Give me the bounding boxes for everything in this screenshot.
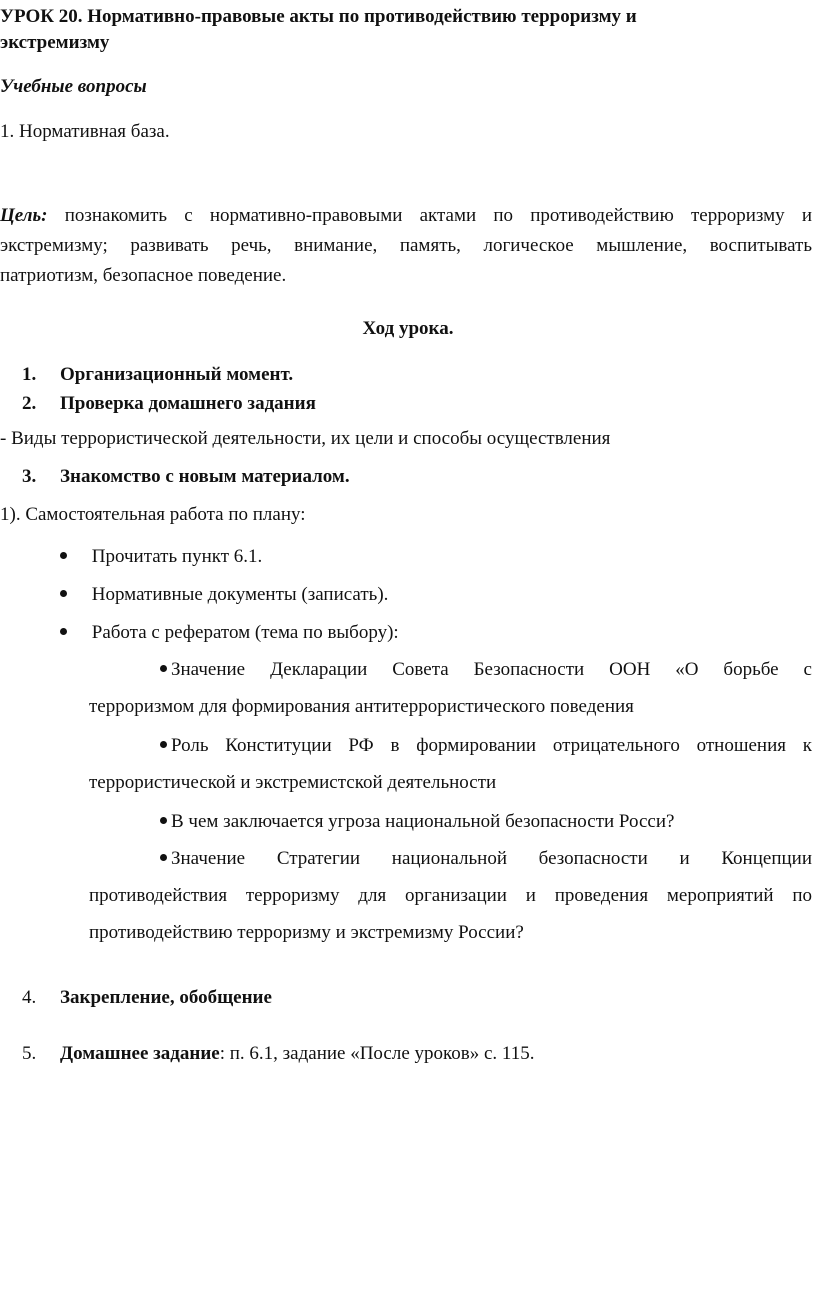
step-5-label: Домашнее задание (60, 1043, 220, 1064)
topic-3-line-1 (160, 811, 674, 833)
title-line-2: экстремизму (0, 32, 110, 53)
bullet-icon (160, 741, 167, 748)
step-2 (22, 393, 316, 415)
title-line-1: УРОК 20. Нормативно-правовые акты по противодействию терроризму и (0, 6, 637, 27)
lesson-heading: Ход урока. (362, 318, 454, 339)
step-5-rest: : п. 6.1, задание «После уроков» с. 115. (219, 1043, 535, 1064)
topic-2-text-1: Роль Конституции РФ в формировании отрицательного отношения к (171, 735, 812, 756)
homework-check-text: - Виды террористической деятельности, их цели и способы осуществления (0, 428, 611, 449)
bullet-text-2: Нормативные документы (записать). (91, 584, 389, 605)
bullet-item-2 (60, 584, 388, 606)
step-5 (22, 1043, 534, 1065)
step-1-number: 1. (22, 364, 37, 385)
bullet-item-3 (60, 622, 399, 644)
study-question-1: 1. Нормативная база. (0, 121, 170, 142)
bullet-text-1: Прочитать пункт 6.1. (91, 546, 263, 567)
topic-4-line-2: противодействия терроризму для организации и проведения мероприятий по (89, 885, 812, 906)
goal-line-3: патриотизм, безопасное поведение. (0, 265, 287, 286)
bullet-icon (160, 854, 167, 861)
topic-4-line-1 (160, 848, 812, 870)
step-4 (22, 987, 272, 1009)
bullet-icon (160, 817, 167, 824)
topic-2-line-1 (160, 735, 812, 757)
bullet-icon (60, 628, 67, 635)
goal-text-1: познакомить с нормативно-правовыми актами по противодействию терроризму и (64, 205, 812, 226)
topic-1-text-1: Значение Декларации Совета Безопасности ООН «О борьбе с (171, 659, 812, 680)
step-3-label: Знакомство с новым материалом. (60, 466, 350, 487)
step-2-number: 2. (22, 393, 37, 414)
topic-2-line-2: террористической и экстремистской деятельности (89, 772, 497, 793)
topic-4-text-1: Значение Стратегии национальной безопасности и Концепции (171, 848, 812, 869)
step-4-number: 4. (22, 987, 37, 1008)
step-1-label: Организационный момент. (60, 364, 294, 385)
topic-1-line-2: терроризмом для формирования антитеррористического поведения (89, 696, 634, 717)
goal-line-2: экстремизму; развивать речь, внимание, память, логическое мышление, воспитывать (0, 235, 812, 256)
step-2-label: Проверка домашнего задания (60, 393, 316, 414)
step-3 (22, 466, 350, 488)
bullet-icon (160, 665, 167, 672)
goal-label: Цель: (0, 205, 48, 226)
study-questions-label: Учебные вопросы (0, 76, 147, 97)
step-1 (22, 364, 293, 386)
goal-line-1 (0, 205, 812, 227)
self-work-intro: 1). Самостоятельная работа по плану: (0, 504, 306, 525)
bullet-item-1 (60, 546, 262, 568)
bullet-text-3: Работа с рефератом (тема по выбору): (91, 622, 399, 643)
topic-4-line-3: противодействию терроризму и экстремизму России? (89, 922, 524, 943)
step-5-number: 5. (22, 1043, 37, 1064)
step-3-number: 3. (22, 466, 37, 487)
bullet-icon (60, 590, 67, 597)
topic-3-text-1: В чем заключается угроза национальной безопасности Росси? (171, 811, 675, 832)
topic-1-line-1 (160, 659, 812, 681)
bullet-icon (60, 552, 67, 559)
step-4-label: Закрепление, обобщение (60, 987, 272, 1008)
